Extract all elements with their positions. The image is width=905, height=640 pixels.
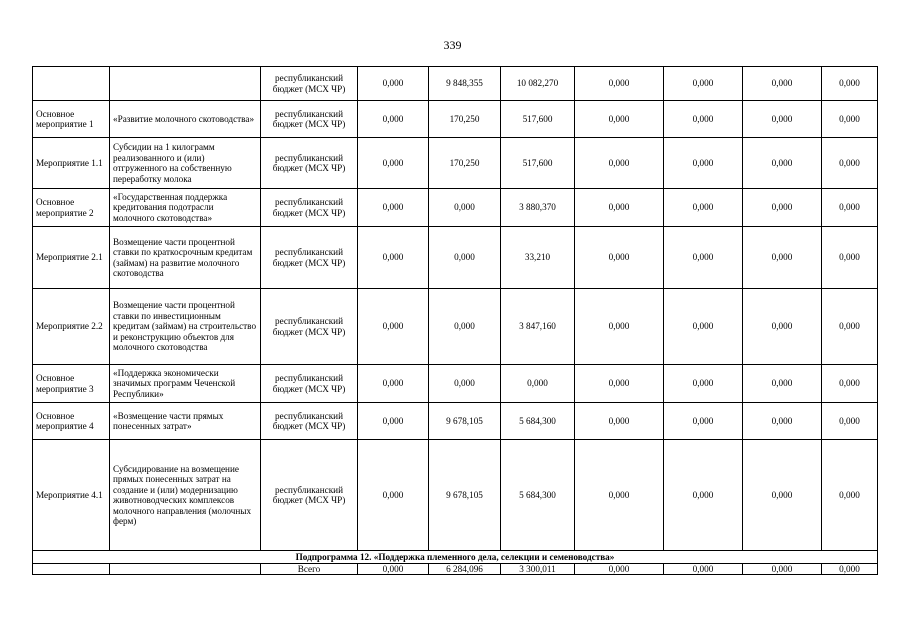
value-cell: 0,000 [358, 564, 429, 575]
value-cell: 0,000 [664, 365, 743, 403]
funding-source-cell: республиканский бюджет (МСХ ЧР) [261, 403, 358, 440]
value-cell: 0,000 [575, 365, 664, 403]
funding-source-cell: республиканский бюджет (МСХ ЧР) [261, 101, 358, 138]
row-code-cell [33, 564, 110, 575]
table-row [33, 227, 878, 289]
row-code-cell: Мероприятие 1.1 [33, 138, 110, 189]
subprogram-title: Подпрограмма 12. «Поддержка племенного дела, селекции и семеноводства» [33, 551, 878, 564]
value-cell: 0,000 [822, 403, 878, 440]
value-cell: 0,000 [664, 67, 743, 101]
value-cell: 3 300,011 [501, 564, 575, 575]
value-cell: 9 678,105 [429, 403, 501, 440]
value-cell: 0,000 [575, 564, 664, 575]
value-cell: 0,000 [358, 67, 429, 101]
table-row [33, 67, 878, 101]
row-title-cell: Возмещение части процентной ставки по краткосрочным кредитам (займам) на развитие молочного скотоводства [110, 227, 261, 289]
value-cell: 0,000 [822, 289, 878, 365]
value-cell: 10 082,270 [501, 67, 575, 101]
row-code-cell: Мероприятие 2.1 [33, 227, 110, 289]
budget-table [32, 66, 878, 575]
row-title-cell: «Государственная поддержка кредитования подотрасли молочного скотоводства» [110, 189, 261, 227]
total-row [33, 564, 878, 575]
funding-source-cell: республиканский бюджет (МСХ ЧР) [261, 227, 358, 289]
value-cell: 9 678,105 [429, 440, 501, 551]
total-label: Всего [261, 564, 358, 575]
row-title-cell: «Развитие молочного скотоводства» [110, 101, 261, 138]
value-cell: 0,000 [822, 564, 878, 575]
value-cell: 0,000 [743, 440, 822, 551]
value-cell: 0,000 [664, 440, 743, 551]
value-cell: 0,000 [501, 365, 575, 403]
row-code-cell: Основное мероприятие 1 [33, 101, 110, 138]
row-code-cell: Основное мероприятие 4 [33, 403, 110, 440]
value-cell: 0,000 [575, 227, 664, 289]
value-cell: 0,000 [575, 403, 664, 440]
table-row [33, 365, 878, 403]
value-cell: 0,000 [822, 227, 878, 289]
subprogram-row [33, 551, 878, 564]
row-code-cell: Мероприятие 2.2 [33, 289, 110, 365]
value-cell: 0,000 [575, 138, 664, 189]
value-cell: 0,000 [575, 67, 664, 101]
value-cell: 0,000 [743, 189, 822, 227]
row-code-cell: Основное мероприятие 2 [33, 189, 110, 227]
value-cell: 3 880,370 [501, 189, 575, 227]
funding-source-cell: республиканский бюджет (МСХ ЧР) [261, 67, 358, 101]
value-cell: 0,000 [743, 564, 822, 575]
value-cell: 0,000 [664, 289, 743, 365]
value-cell: 170,250 [429, 101, 501, 138]
value-cell: 0,000 [575, 289, 664, 365]
value-cell: 0,000 [429, 289, 501, 365]
value-cell: 0,000 [664, 403, 743, 440]
value-cell: 0,000 [664, 101, 743, 138]
value-cell: 517,600 [501, 101, 575, 138]
value-cell: 0,000 [358, 101, 429, 138]
value-cell: 0,000 [743, 365, 822, 403]
row-title-cell: «Поддержка экономически значимых программ Чеченской Республики» [110, 365, 261, 403]
value-cell: 0,000 [358, 403, 429, 440]
value-cell: 0,000 [358, 365, 429, 403]
row-title-cell [110, 564, 261, 575]
value-cell: 0,000 [429, 365, 501, 403]
value-cell: 3 847,160 [501, 289, 575, 365]
value-cell: 0,000 [358, 440, 429, 551]
value-cell: 0,000 [743, 227, 822, 289]
value-cell: 0,000 [358, 289, 429, 365]
table-row [33, 189, 878, 227]
value-cell: 0,000 [664, 564, 743, 575]
value-cell: 0,000 [822, 440, 878, 551]
table-row [33, 101, 878, 138]
value-cell: 0,000 [822, 365, 878, 403]
value-cell: 0,000 [743, 67, 822, 101]
table-row [33, 403, 878, 440]
value-cell: 5 684,300 [501, 403, 575, 440]
row-code-cell: Мероприятие 4.1 [33, 440, 110, 551]
value-cell: 0,000 [575, 440, 664, 551]
value-cell: 0,000 [822, 101, 878, 138]
value-cell: 0,000 [822, 138, 878, 189]
row-code-cell [33, 67, 110, 101]
funding-source-cell: республиканский бюджет (МСХ ЧР) [261, 189, 358, 227]
table-row [33, 289, 878, 365]
row-title-cell: Субсидии на 1 килограмм реализованного и (или) отгруженного на собственную переработку молока [110, 138, 261, 189]
value-cell: 9 848,355 [429, 67, 501, 101]
value-cell: 5 684,300 [501, 440, 575, 551]
value-cell: 0,000 [743, 138, 822, 189]
value-cell: 0,000 [575, 101, 664, 138]
value-cell: 6 284,096 [429, 564, 501, 575]
page-number: 339 [443, 38, 462, 52]
value-cell: 0,000 [358, 138, 429, 189]
row-title-cell: Субсидирование на возмещение прямых понесенных затрат на создание и (или) модернизацию животноводческих комплексов молочного направления (молочных ферм) [110, 440, 261, 551]
value-cell: 0,000 [429, 189, 501, 227]
value-cell: 517,600 [501, 138, 575, 189]
value-cell: 33,210 [501, 227, 575, 289]
funding-source-cell: республиканский бюджет (МСХ ЧР) [261, 440, 358, 551]
row-title-cell: Возмещение части процентной ставки по инвестиционным кредитам (займам) на строительство и реконструкцию объектов для молочного скотоводства [110, 289, 261, 365]
funding-source-cell: республиканский бюджет (МСХ ЧР) [261, 138, 358, 189]
row-code-cell: Основное мероприятие 3 [33, 365, 110, 403]
table-row [33, 440, 878, 551]
value-cell: 0,000 [822, 67, 878, 101]
funding-source-cell: республиканский бюджет (МСХ ЧР) [261, 289, 358, 365]
value-cell: 0,000 [429, 227, 501, 289]
table-row [33, 138, 878, 189]
value-cell: 0,000 [358, 189, 429, 227]
row-title-cell: «Возмещение части прямых понесенных затрат» [110, 403, 261, 440]
value-cell: 0,000 [575, 189, 664, 227]
value-cell: 0,000 [664, 227, 743, 289]
value-cell: 0,000 [743, 101, 822, 138]
value-cell: 0,000 [743, 403, 822, 440]
value-cell: 0,000 [358, 227, 429, 289]
value-cell: 0,000 [664, 189, 743, 227]
value-cell: 0,000 [743, 289, 822, 365]
funding-source-cell: республиканский бюджет (МСХ ЧР) [261, 365, 358, 403]
value-cell: 0,000 [822, 189, 878, 227]
value-cell: 170,250 [429, 138, 501, 189]
row-title-cell [110, 67, 261, 101]
value-cell: 0,000 [664, 138, 743, 189]
